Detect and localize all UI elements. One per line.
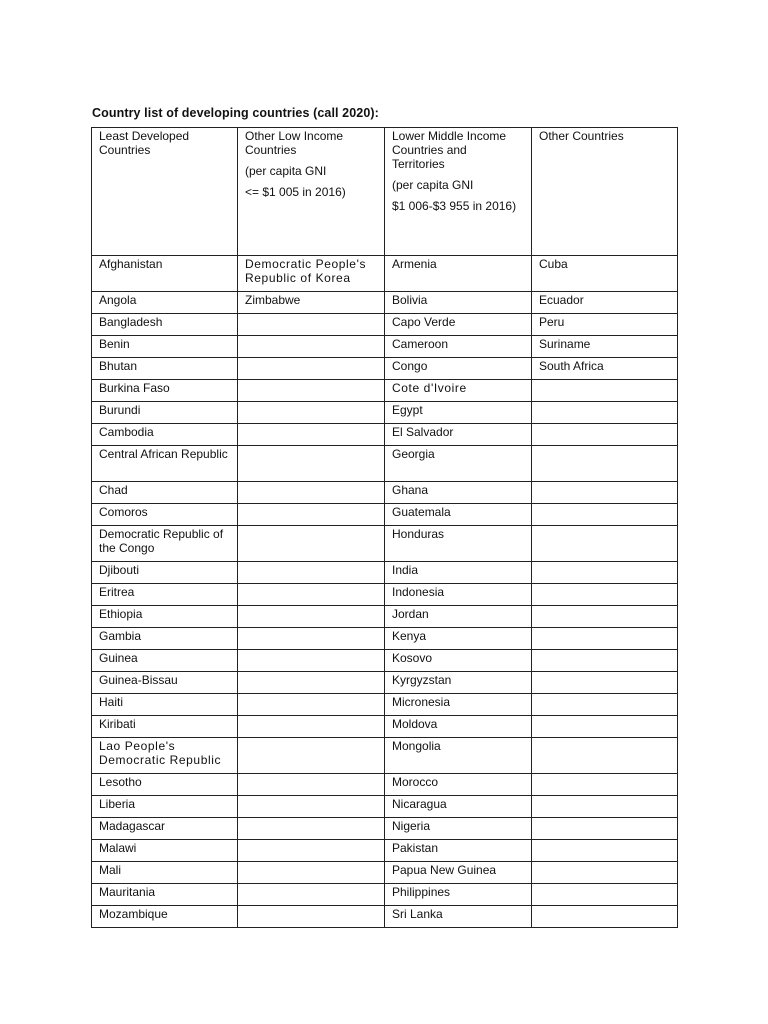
- table-cell: Bolivia: [385, 292, 532, 314]
- table-cell: Central African Republic: [92, 446, 238, 482]
- table-cell: Burundi: [92, 402, 238, 424]
- table-cell: [532, 650, 678, 672]
- table-cell: [532, 504, 678, 526]
- table-row: [92, 840, 678, 862]
- table-cell: Lao People's Democratic Republic: [92, 738, 238, 774]
- table-cell: Haiti: [92, 694, 238, 716]
- table-cell: [532, 584, 678, 606]
- table-cell: [532, 424, 678, 446]
- table-cell: [532, 716, 678, 738]
- table-cell: India: [385, 562, 532, 584]
- table-cell: Guatemala: [385, 504, 532, 526]
- table-cell: [532, 628, 678, 650]
- table-row: [92, 694, 678, 716]
- table-cell: Djibouti: [92, 562, 238, 584]
- table-row: [92, 380, 678, 402]
- table-row: [92, 402, 678, 424]
- table-cell: [532, 840, 678, 862]
- header-line: Least Developed: [99, 129, 190, 143]
- table-cell: [238, 862, 385, 884]
- table-cell: [238, 358, 385, 380]
- document-title: Country list of developing countries (call 2020):: [92, 106, 379, 120]
- table-cell: [532, 606, 678, 628]
- table-cell: Gambia: [92, 628, 238, 650]
- table-cell: [238, 606, 385, 628]
- table-cell: Mozambique: [92, 906, 238, 928]
- table-cell: Kenya: [385, 628, 532, 650]
- header-note: (per capita GNI: [245, 164, 327, 178]
- table-cell: [238, 402, 385, 424]
- table-cell: Bhutan: [92, 358, 238, 380]
- table-row: [92, 336, 678, 358]
- table-cell: [238, 840, 385, 862]
- table-cell: Kiribati: [92, 716, 238, 738]
- table-cell: [238, 336, 385, 358]
- table-cell: Capo Verde: [385, 314, 532, 336]
- table-cell: [532, 446, 678, 482]
- table-cell: Suriname: [532, 336, 678, 358]
- header-line: Other Countries: [539, 129, 624, 143]
- table-cell: Burkina Faso: [92, 380, 238, 402]
- table-cell: Mali: [92, 862, 238, 884]
- table-row: [92, 606, 678, 628]
- table-cell: Guinea: [92, 650, 238, 672]
- table-cell: Democratic Republic of the Congo: [92, 526, 238, 562]
- table-cell: [238, 628, 385, 650]
- table-cell: [532, 796, 678, 818]
- table-cell: Comoros: [92, 504, 238, 526]
- table-cell: [532, 526, 678, 562]
- table-cell: Morocco: [385, 774, 532, 796]
- table-cell: Philippines: [385, 884, 532, 906]
- table-cell: Nicaragua: [385, 796, 532, 818]
- table-cell: [532, 862, 678, 884]
- table-cell: [238, 906, 385, 928]
- table-cell: Afghanistan: [92, 256, 238, 292]
- table-cell: [238, 562, 385, 584]
- table-cell: [238, 818, 385, 840]
- table-cell: Sri Lanka: [385, 906, 532, 928]
- table-cell: [238, 716, 385, 738]
- table-cell: Angola: [92, 292, 238, 314]
- table-body: [92, 256, 678, 928]
- table-cell: [532, 738, 678, 774]
- table-cell: Ecuador: [532, 292, 678, 314]
- table-cell: [532, 402, 678, 424]
- header-least-developed: [92, 128, 238, 256]
- table-cell: [238, 796, 385, 818]
- table-row: [92, 884, 678, 906]
- table-cell: Guinea-Bissau: [92, 672, 238, 694]
- table-cell: [532, 672, 678, 694]
- table-row: [92, 584, 678, 606]
- header-line: Lower Middle Income: [392, 129, 507, 143]
- header-line: Countries and: [392, 143, 467, 157]
- table-row: [92, 504, 678, 526]
- table-cell: Cambodia: [92, 424, 238, 446]
- table-cell: Armenia: [385, 256, 532, 292]
- header-other-low-income: [238, 128, 385, 256]
- table-cell: [238, 314, 385, 336]
- table-cell: Chad: [92, 482, 238, 504]
- header-note: $1 006-$3 955 in 2016): [392, 199, 517, 213]
- table-cell: Indonesia: [385, 584, 532, 606]
- table-cell: Zimbabwe: [238, 292, 385, 314]
- table-cell: [238, 380, 385, 402]
- table-cell: [238, 672, 385, 694]
- table-row: [92, 358, 678, 380]
- table-cell: Georgia: [385, 446, 532, 482]
- table-cell: Liberia: [92, 796, 238, 818]
- table-cell: Democratic People's Republic of Korea: [238, 256, 385, 292]
- table-row: [92, 774, 678, 796]
- table-cell: [532, 906, 678, 928]
- table-cell: Pakistan: [385, 840, 532, 862]
- header-line: Countries: [245, 143, 297, 157]
- table-cell: [238, 504, 385, 526]
- table-row: [92, 526, 678, 562]
- table-cell: Cote d'Ivoire: [385, 380, 532, 402]
- table-cell: [238, 584, 385, 606]
- table-cell: South Africa: [532, 358, 678, 380]
- table-cell: Congo: [385, 358, 532, 380]
- table-cell: Ghana: [385, 482, 532, 504]
- table-cell: Mauritania: [92, 884, 238, 906]
- table-header-row: [92, 128, 678, 256]
- table-cell: [238, 446, 385, 482]
- table-cell: [238, 526, 385, 562]
- table-cell: [532, 380, 678, 402]
- table-cell: [238, 774, 385, 796]
- table-row: [92, 292, 678, 314]
- table-cell: [532, 694, 678, 716]
- table-cell: Malawi: [92, 840, 238, 862]
- table-cell: Moldova: [385, 716, 532, 738]
- table-cell: [532, 884, 678, 906]
- table-cell: El Salvador: [385, 424, 532, 446]
- table-cell: [238, 650, 385, 672]
- table-cell: [238, 738, 385, 774]
- table-row: [92, 862, 678, 884]
- table-cell: Cuba: [532, 256, 678, 292]
- table-row: [92, 818, 678, 840]
- table-cell: [238, 424, 385, 446]
- table-cell: [532, 482, 678, 504]
- table-row: [92, 672, 678, 694]
- header-line: Other Low Income: [245, 129, 344, 143]
- table-cell: [238, 694, 385, 716]
- table-row: [92, 738, 678, 774]
- table-cell: Kosovo: [385, 650, 532, 672]
- table-cell: Peru: [532, 314, 678, 336]
- table-cell: Benin: [92, 336, 238, 358]
- header-line: Countries: [99, 143, 151, 157]
- table-cell: Madagascar: [92, 818, 238, 840]
- table-row: [92, 716, 678, 738]
- table-row: [92, 650, 678, 672]
- table-row: [92, 906, 678, 928]
- table-row: [92, 446, 678, 482]
- table-cell: [532, 818, 678, 840]
- header-note: (per capita GNI: [392, 178, 474, 192]
- table-cell: Honduras: [385, 526, 532, 562]
- table-cell: [238, 884, 385, 906]
- table-cell: Ethiopia: [92, 606, 238, 628]
- table-cell: Papua New Guinea: [385, 862, 532, 884]
- table-cell: [238, 482, 385, 504]
- table-cell: Micronesia: [385, 694, 532, 716]
- header-note: <= $1 005 in 2016): [245, 185, 346, 199]
- header-line: Territories: [392, 157, 445, 171]
- table-cell: Bangladesh: [92, 314, 238, 336]
- table-cell: Kyrgyzstan: [385, 672, 532, 694]
- table-cell: [532, 774, 678, 796]
- table-row: [92, 482, 678, 504]
- table-cell: [532, 562, 678, 584]
- table-row: [92, 314, 678, 336]
- table-row: [92, 256, 678, 292]
- table-cell: Lesotho: [92, 774, 238, 796]
- header-other-countries: [532, 128, 678, 256]
- table-row: [92, 796, 678, 818]
- table-cell: Jordan: [385, 606, 532, 628]
- table-cell: Cameroon: [385, 336, 532, 358]
- table-row: [92, 562, 678, 584]
- table-row: [92, 628, 678, 650]
- table-row: [92, 424, 678, 446]
- table-cell: Egypt: [385, 402, 532, 424]
- header-lower-middle-income: [385, 128, 532, 256]
- table-cell: Nigeria: [385, 818, 532, 840]
- table-cell: Mongolia: [385, 738, 532, 774]
- country-table: [91, 127, 678, 928]
- table-cell: Eritrea: [92, 584, 238, 606]
